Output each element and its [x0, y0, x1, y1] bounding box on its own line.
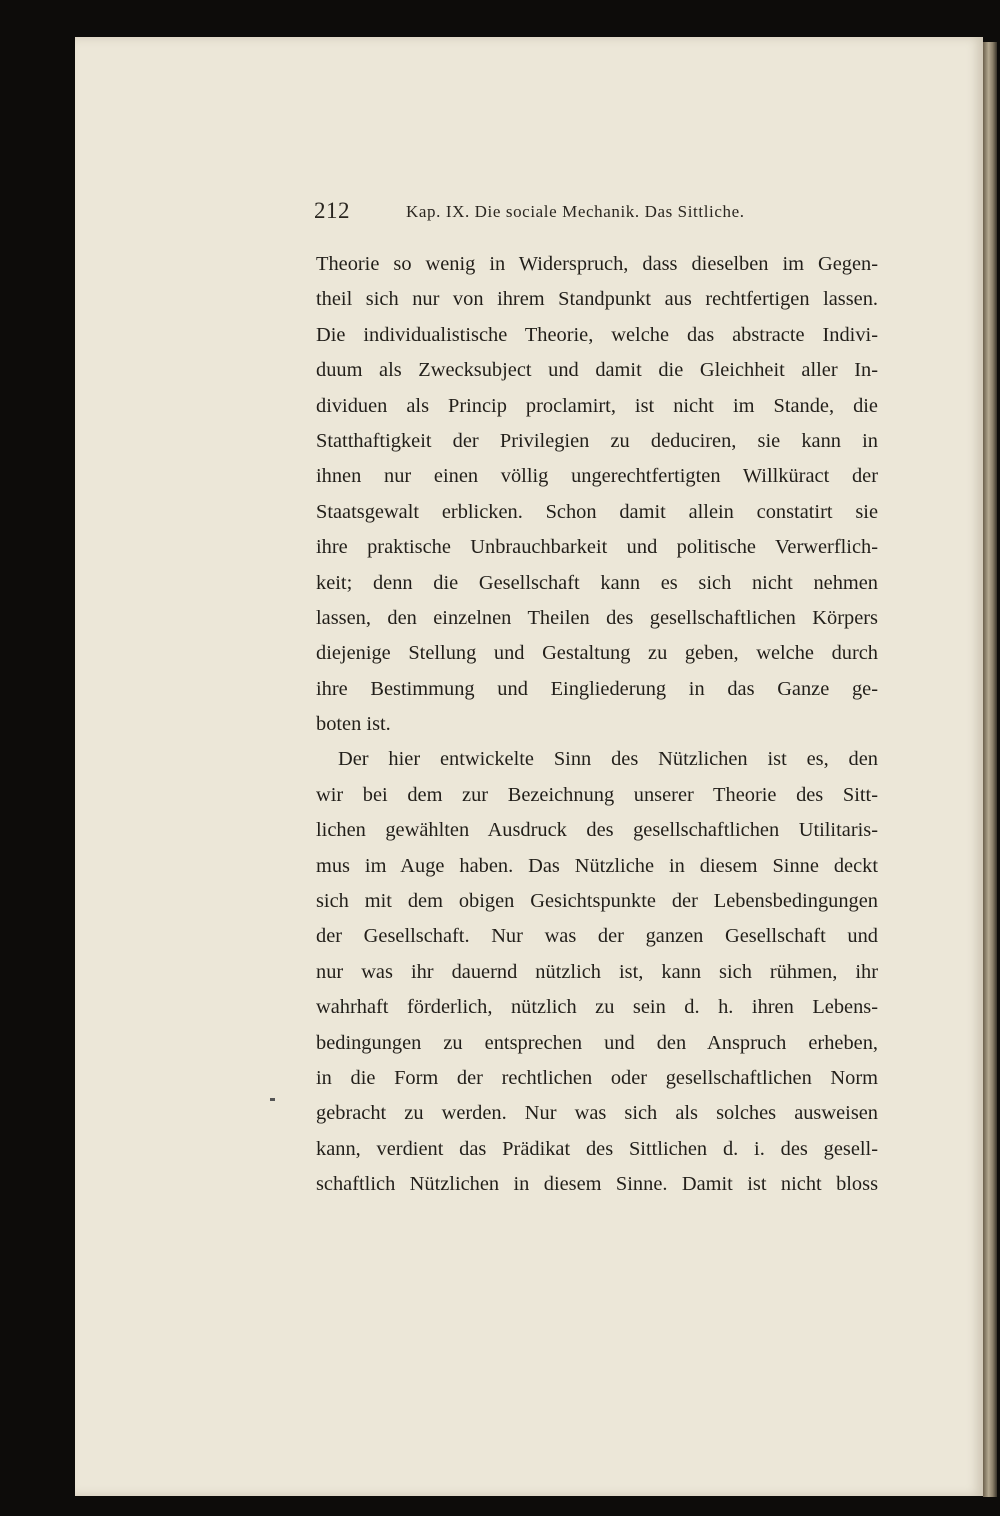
text-line: Statthaftigkeit der Privilegien zu deduciren, sie kann in [316, 429, 878, 452]
text-line: dividuen als Princip proclamirt, ist nicht im Stande, die [316, 394, 878, 417]
text-line: keit; denn die Gesellschaft kann es sich nicht nehmen [316, 571, 878, 594]
paragraph-start-line: Der hier entwickelte Sinn des Nützlichen ist es, den [338, 748, 878, 771]
text-line: boten ist. [316, 713, 391, 736]
text-line: ihre praktische Unbrauchbarkeit und politische Verwerflich- [316, 536, 878, 559]
text-line: ihre Bestimmung und Eingliederung in das Ganze ge- [316, 677, 878, 700]
text-line: ihnen nur einen völlig ungerechtfertigten Willküract der [316, 465, 878, 488]
text-line: gebracht zu werden. Nur was sich als solches ausweisen [316, 1102, 878, 1125]
text-line: diejenige Stellung und Gestaltung zu geben, welche durch [316, 642, 878, 665]
text-line: in die Form der rechtlichen oder gesellschaftlichen Norm [316, 1066, 878, 1089]
text-line: Theorie so wenig in Widerspruch, dass dieselben im Gegen- [316, 253, 878, 275]
text-line: der Gesellschaft. Nur was der ganzen Gesellschaft und [316, 925, 878, 948]
running-head: Kap. IX. Die sociale Mechanik. Das Sittliche. [406, 202, 745, 221]
text-line: wir bei dem zur Bezeichnung unserer Theorie des Sitt- [316, 783, 878, 806]
text-line: mus im Auge haben. Das Nützliche in diesem Sinne deckt [316, 854, 878, 877]
text-line: schaftlich Nützlichen in diesem Sinne. Damit ist nicht bloss [316, 1173, 878, 1196]
text-line: lassen, den einzelnen Theilen des gesellschaftlichen Körpers [316, 606, 878, 629]
page-edge [983, 42, 997, 1497]
text-line: sich mit dem obigen Gesichtspunkte der Lebensbedingungen [316, 890, 878, 913]
text-line: kann, verdient das Prädikat des Sittlichen d. i. des gesell- [316, 1137, 878, 1160]
text-line: Staatsgewalt erblicken. Schon damit allein constatirt sie [316, 500, 878, 523]
text-line: wahrhaft förderlich, nützlich zu sein d. h. ihren Lebens- [316, 996, 878, 1019]
page-header [314, 198, 784, 232]
text-line: nur was ihr dauernd nützlich ist, kann sich rühmen, ihr [316, 960, 878, 983]
margin-mark [270, 1098, 275, 1101]
text-line: lichen gewählten Ausdruck des gesellschaftlichen Utilitaris- [316, 819, 878, 842]
body-text [316, 247, 878, 1203]
text-line: bedingungen zu entsprechen und den Anspruch erheben, [316, 1031, 878, 1054]
page-number: 212 [314, 198, 350, 223]
text-line: Die individualistische Theorie, welche das abstracte Indivi- [316, 323, 878, 346]
text-line: theil sich nur von ihrem Standpunkt aus rechtfertigen lassen. [316, 288, 878, 311]
text-line: duum als Zwecksubject und damit die Gleichheit aller In- [316, 359, 878, 382]
